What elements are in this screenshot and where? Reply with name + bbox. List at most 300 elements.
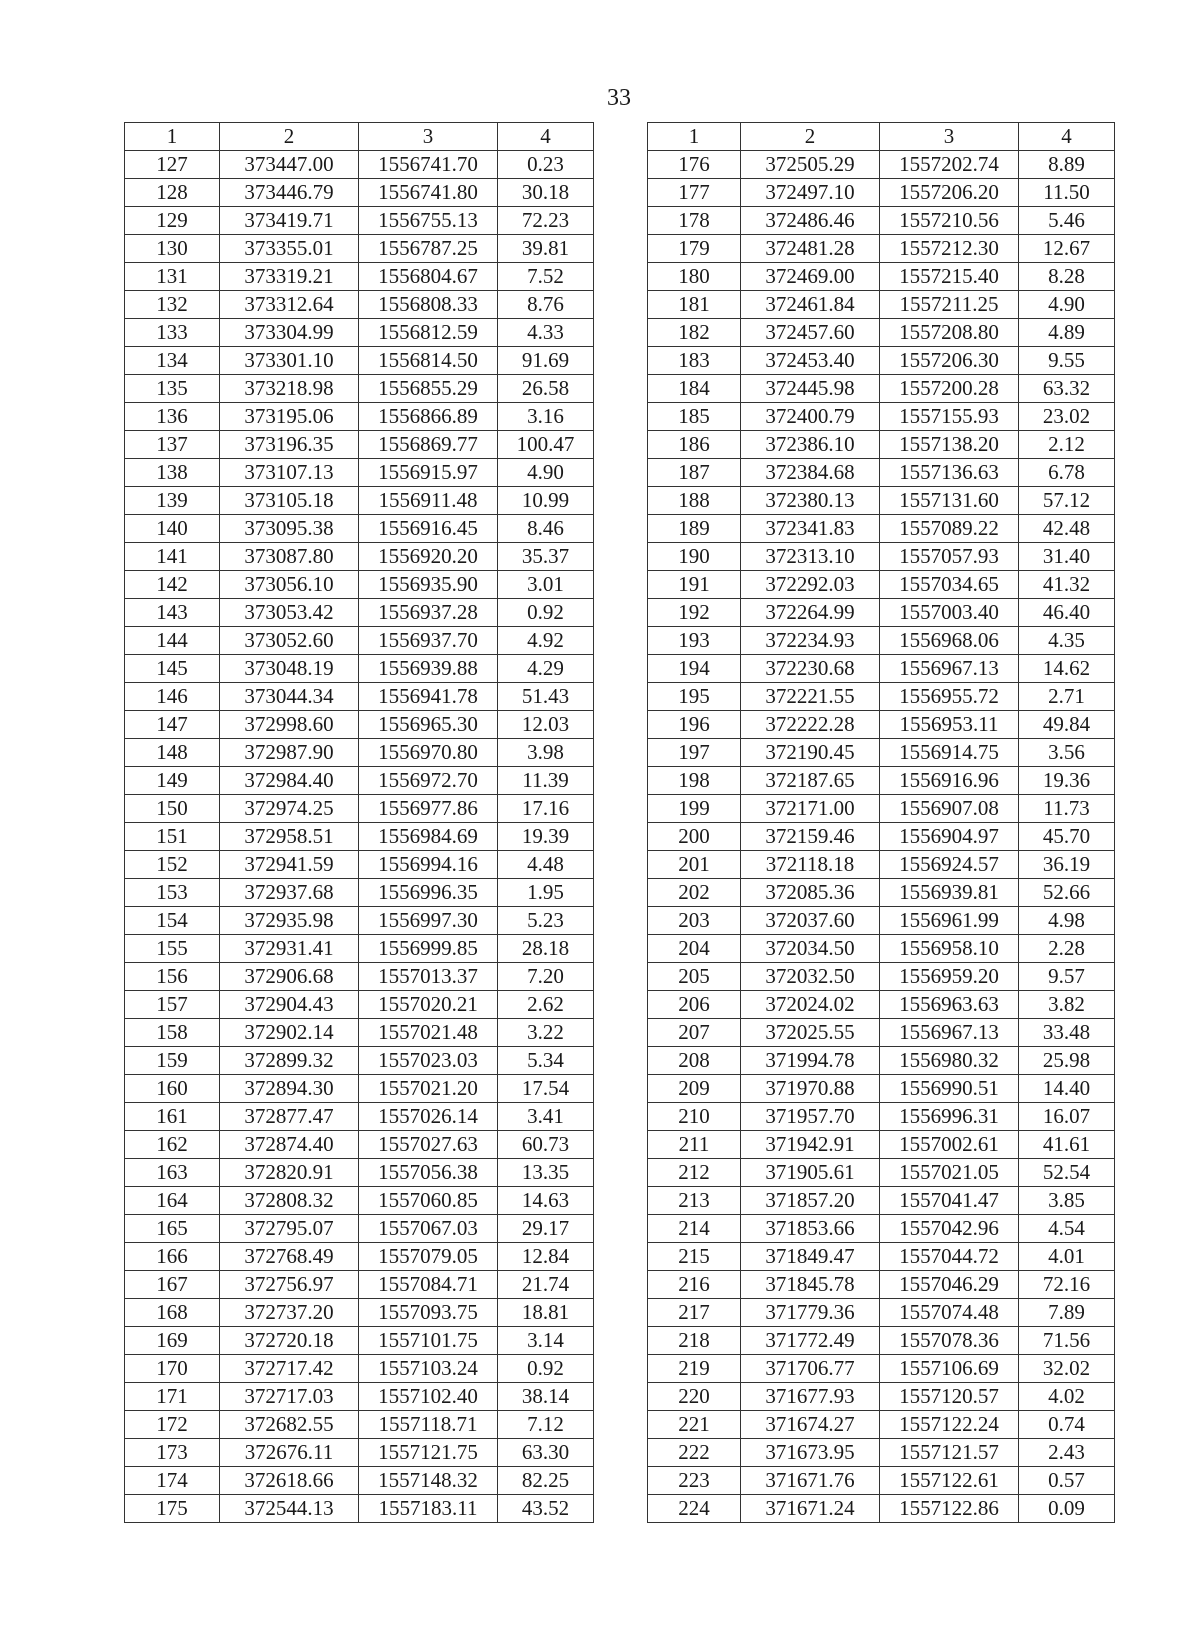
table-cell: 201 [648, 851, 741, 879]
table-row [125, 179, 594, 207]
table-row [648, 543, 1115, 571]
table-cell: 373319.21 [220, 263, 359, 291]
table-cell: 371994.78 [741, 1047, 880, 1075]
table-cell: 1557183.11 [359, 1495, 498, 1523]
table-cell: 373218.98 [220, 375, 359, 403]
table-cell: 1557021.48 [359, 1019, 498, 1047]
table-cell: 1557102.40 [359, 1383, 498, 1411]
table-cell: 373044.34 [220, 683, 359, 711]
table-cell: 211 [648, 1131, 741, 1159]
table-cell: 1557003.40 [880, 599, 1019, 627]
table-row [648, 291, 1115, 319]
table-cell: 373301.10 [220, 347, 359, 375]
table-row [125, 1355, 594, 1383]
table-cell: 372974.25 [220, 795, 359, 823]
table-row [125, 1243, 594, 1271]
table-cell: 1556967.13 [880, 655, 1019, 683]
table-cell: 372313.10 [741, 543, 880, 571]
table-cell: 372820.91 [220, 1159, 359, 1187]
table-cell: 372221.55 [741, 683, 880, 711]
table-row [648, 1047, 1115, 1075]
table-cell: 164 [125, 1187, 220, 1215]
table-cell: 1556963.63 [880, 991, 1019, 1019]
table-cell: 183 [648, 347, 741, 375]
table-cell: 5.46 [1019, 207, 1115, 235]
table-cell: 1557118.71 [359, 1411, 498, 1439]
table-cell: 1556965.30 [359, 711, 498, 739]
table-cell: 71.56 [1019, 1327, 1115, 1355]
table-cell: 1557013.37 [359, 963, 498, 991]
table-row [125, 207, 594, 235]
table-row [648, 1019, 1115, 1047]
table-cell: 2.12 [1019, 431, 1115, 459]
table-cell: 372461.84 [741, 291, 880, 319]
table-cell: 1557155.93 [880, 403, 1019, 431]
table-cell: 372457.60 [741, 319, 880, 347]
table-cell: 372222.28 [741, 711, 880, 739]
table-cell: 4.98 [1019, 907, 1115, 935]
table-cell: 154 [125, 907, 220, 935]
table-cell: 28.18 [498, 935, 594, 963]
table-cell: 372676.11 [220, 1439, 359, 1467]
table-cell: 173 [125, 1439, 220, 1467]
table-cell: 1557148.32 [359, 1467, 498, 1495]
table-row [125, 1103, 594, 1131]
table-cell: 4.48 [498, 851, 594, 879]
table-cell: 372085.36 [741, 879, 880, 907]
table-row [648, 1271, 1115, 1299]
table-cell: 372190.45 [741, 739, 880, 767]
table-cell: 373312.64 [220, 291, 359, 319]
table-row [648, 1075, 1115, 1103]
table-row [648, 627, 1115, 655]
table-cell: 2.28 [1019, 935, 1115, 963]
table-row [648, 1299, 1115, 1327]
table-cell: 372941.59 [220, 851, 359, 879]
table-cell: 1557074.48 [880, 1299, 1019, 1327]
table-cell: 17.16 [498, 795, 594, 823]
table-cell: 30.18 [498, 179, 594, 207]
table-row [648, 1159, 1115, 1187]
table-cell: 5.23 [498, 907, 594, 935]
table-cell: 161 [125, 1103, 220, 1131]
table-cell: 372998.60 [220, 711, 359, 739]
table-cell: 186 [648, 431, 741, 459]
table-cell: 7.20 [498, 963, 594, 991]
table-cell: 156 [125, 963, 220, 991]
table-cell: 160 [125, 1075, 220, 1103]
table-cell: 372469.00 [741, 263, 880, 291]
table-cell: 1557136.63 [880, 459, 1019, 487]
table-cell: 1557056.38 [359, 1159, 498, 1187]
table-cell: 13.35 [498, 1159, 594, 1187]
table-row [125, 1299, 594, 1327]
table-cell: 1557210.56 [880, 207, 1019, 235]
table-cell: 49.84 [1019, 711, 1115, 739]
table-cell: 4.35 [1019, 627, 1115, 655]
table-cell: 1556916.96 [880, 767, 1019, 795]
table-cell: 1556755.13 [359, 207, 498, 235]
table-cell: 218 [648, 1327, 741, 1355]
table-cell: 25.98 [1019, 1047, 1115, 1075]
table-cell: 371970.88 [741, 1075, 880, 1103]
table-cell: 176 [648, 151, 741, 179]
table-cell: 1557206.30 [880, 347, 1019, 375]
table-cell: 1557002.61 [880, 1131, 1019, 1159]
table-cell: 1556970.80 [359, 739, 498, 767]
table-cell: 11.39 [498, 767, 594, 795]
table-cell: 175 [125, 1495, 220, 1523]
table-cell: 39.81 [498, 235, 594, 263]
table-cell: 9.55 [1019, 347, 1115, 375]
table-cell: 72.16 [1019, 1271, 1115, 1299]
table-cell: 216 [648, 1271, 741, 1299]
table-cell: 199 [648, 795, 741, 823]
table-cell: 181 [648, 291, 741, 319]
table-cell: 1556941.78 [359, 683, 498, 711]
table-cell: 157 [125, 991, 220, 1019]
table-row [648, 1495, 1115, 1523]
table-cell: 0.09 [1019, 1495, 1115, 1523]
column-header: 3 [880, 123, 1019, 151]
table-cell: 372906.68 [220, 963, 359, 991]
table-row [125, 1187, 594, 1215]
table-cell: 11.73 [1019, 795, 1115, 823]
table-cell: 163 [125, 1159, 220, 1187]
table-cell: 184 [648, 375, 741, 403]
table-cell: 91.69 [498, 347, 594, 375]
table-cell: 1556812.59 [359, 319, 498, 347]
table-row [648, 711, 1115, 739]
table-cell: 372544.13 [220, 1495, 359, 1523]
table-cell: 12.84 [498, 1243, 594, 1271]
table-cell: 371671.24 [741, 1495, 880, 1523]
table-cell: 1556937.70 [359, 627, 498, 655]
table-cell: 1556916.45 [359, 515, 498, 543]
table-cell: 150 [125, 795, 220, 823]
table-cell: 4.54 [1019, 1215, 1115, 1243]
table-cell: 26.58 [498, 375, 594, 403]
table-cell: 35.37 [498, 543, 594, 571]
table-cell: 153 [125, 879, 220, 907]
table-cell: 373105.18 [220, 487, 359, 515]
table-row [648, 1187, 1115, 1215]
table-row [648, 1467, 1115, 1495]
table-cell: 3.85 [1019, 1187, 1115, 1215]
table-cell: 372768.49 [220, 1243, 359, 1271]
table-cell: 372384.68 [741, 459, 880, 487]
table-cell: 52.66 [1019, 879, 1115, 907]
table-row [125, 151, 594, 179]
table-cell: 206 [648, 991, 741, 1019]
table-cell: 82.25 [498, 1467, 594, 1495]
table-cell: 1557122.61 [880, 1467, 1019, 1495]
table-cell: 187 [648, 459, 741, 487]
table-cell: 373355.01 [220, 235, 359, 263]
table-cell: 1556977.86 [359, 795, 498, 823]
table-row [648, 487, 1115, 515]
table-cell: 372159.46 [741, 823, 880, 851]
table-cell: 185 [648, 403, 741, 431]
table-cell: 371772.49 [741, 1327, 880, 1355]
table-cell: 130 [125, 235, 220, 263]
table-cell: 373095.38 [220, 515, 359, 543]
table-cell: 198 [648, 767, 741, 795]
table-row [125, 1411, 594, 1439]
table-cell: 372032.50 [741, 963, 880, 991]
table-cell: 147 [125, 711, 220, 739]
page-number: 33 [607, 85, 631, 111]
table-cell: 1556911.48 [359, 487, 498, 515]
table-cell: 372481.28 [741, 235, 880, 263]
table-cell: 371677.93 [741, 1383, 880, 1411]
table-cell: 42.48 [1019, 515, 1115, 543]
table-cell: 0.92 [498, 1355, 594, 1383]
table-cell: 371674.27 [741, 1411, 880, 1439]
table-cell: 1557041.47 [880, 1187, 1019, 1215]
table-row [125, 711, 594, 739]
table-cell: 100.47 [498, 431, 594, 459]
table-cell: 1556997.30 [359, 907, 498, 935]
table-row [125, 879, 594, 907]
table-cell: 139 [125, 487, 220, 515]
table-cell: 1556907.08 [880, 795, 1019, 823]
table-row [125, 767, 594, 795]
table-row [125, 1439, 594, 1467]
table-row [648, 1103, 1115, 1131]
table-cell: 372118.18 [741, 851, 880, 879]
table-cell: 72.23 [498, 207, 594, 235]
table-row [648, 851, 1115, 879]
table-row [648, 515, 1115, 543]
table-cell: 41.32 [1019, 571, 1115, 599]
table-row [125, 543, 594, 571]
table-cell: 1557046.29 [880, 1271, 1019, 1299]
table-cell: 1557044.72 [880, 1243, 1019, 1271]
table-cell: 170 [125, 1355, 220, 1383]
table-cell: 1557138.20 [880, 431, 1019, 459]
table-cell: 1556990.51 [880, 1075, 1019, 1103]
table-cell: 63.30 [498, 1439, 594, 1467]
table-row [648, 1355, 1115, 1383]
table-cell: 14.63 [498, 1187, 594, 1215]
table-cell: 137 [125, 431, 220, 459]
table-cell: 174 [125, 1467, 220, 1495]
table-cell: 169 [125, 1327, 220, 1355]
table-cell: 189 [648, 515, 741, 543]
table-cell: 372737.20 [220, 1299, 359, 1327]
table-cell: 210 [648, 1103, 741, 1131]
table-cell: 372380.13 [741, 487, 880, 515]
table-cell: 373048.19 [220, 655, 359, 683]
table-cell: 60.73 [498, 1131, 594, 1159]
table-cell: 0.74 [1019, 1411, 1115, 1439]
table-cell: 1556959.20 [880, 963, 1019, 991]
table-cell: 1557211.25 [880, 291, 1019, 319]
table-row [125, 291, 594, 319]
table-cell: 4.90 [1019, 291, 1115, 319]
table-cell: 145 [125, 655, 220, 683]
table-row [648, 795, 1115, 823]
table-row [125, 1215, 594, 1243]
table-cell: 146 [125, 683, 220, 711]
table-cell: 1557079.05 [359, 1243, 498, 1271]
table-cell: 372894.30 [220, 1075, 359, 1103]
table-row [648, 403, 1115, 431]
table-cell: 162 [125, 1131, 220, 1159]
table-row [125, 1131, 594, 1159]
table-cell: 373087.80 [220, 543, 359, 571]
table-cell: 373053.42 [220, 599, 359, 627]
table-cell: 5.34 [498, 1047, 594, 1075]
table-cell: 372756.97 [220, 1271, 359, 1299]
table-cell: 1556808.33 [359, 291, 498, 319]
table-cell: 1557067.03 [359, 1215, 498, 1243]
table-cell: 6.78 [1019, 459, 1115, 487]
table-row [125, 347, 594, 375]
table-cell: 220 [648, 1383, 741, 1411]
table-cell: 43.52 [498, 1495, 594, 1523]
table-row [648, 683, 1115, 711]
table-cell: 52.54 [1019, 1159, 1115, 1187]
table-cell: 1557131.60 [880, 487, 1019, 515]
table-row [125, 1327, 594, 1355]
table-cell: 8.76 [498, 291, 594, 319]
table-row [125, 1019, 594, 1047]
table-cell: 1557122.86 [880, 1495, 1019, 1523]
table-cell: 372902.14 [220, 1019, 359, 1047]
table-row [648, 767, 1115, 795]
table-cell: 372024.02 [741, 991, 880, 1019]
table-cell: 221 [648, 1411, 741, 1439]
table-row [125, 263, 594, 291]
table-cell: 129 [125, 207, 220, 235]
table-cell: 2.62 [498, 991, 594, 1019]
table-cell: 16.07 [1019, 1103, 1115, 1131]
table-cell: 1557208.80 [880, 319, 1019, 347]
table-row [125, 431, 594, 459]
table-cell: 179 [648, 235, 741, 263]
table-cell: 0.92 [498, 599, 594, 627]
table-row [125, 683, 594, 711]
table-cell: 1557200.28 [880, 375, 1019, 403]
table-row [648, 1131, 1115, 1159]
table-cell: 45.70 [1019, 823, 1115, 851]
table-cell: 372341.83 [741, 515, 880, 543]
table-cell: 17.54 [498, 1075, 594, 1103]
table-cell: 371905.61 [741, 1159, 880, 1187]
table-row [125, 515, 594, 543]
table-header-row [648, 123, 1115, 151]
table-cell: 1556741.70 [359, 151, 498, 179]
table-cell: 1556980.32 [880, 1047, 1019, 1075]
table-cell: 190 [648, 543, 741, 571]
table-cell: 197 [648, 739, 741, 767]
table-cell: 219 [648, 1355, 741, 1383]
table-cell: 2.43 [1019, 1439, 1115, 1467]
table-cell: 372025.55 [741, 1019, 880, 1047]
table-cell: 12.03 [498, 711, 594, 739]
table-cell: 1556804.67 [359, 263, 498, 291]
table-cell: 372874.40 [220, 1131, 359, 1159]
table-row [125, 935, 594, 963]
table-cell: 19.36 [1019, 767, 1115, 795]
table-cell: 7.52 [498, 263, 594, 291]
table-row [648, 655, 1115, 683]
table-cell: 1557023.03 [359, 1047, 498, 1075]
table-cell: 1557202.74 [880, 151, 1019, 179]
table-cell: 217 [648, 1299, 741, 1327]
table-cell: 372497.10 [741, 179, 880, 207]
table-cell: 38.14 [498, 1383, 594, 1411]
table-cell: 46.40 [1019, 599, 1115, 627]
table-cell: 372453.40 [741, 347, 880, 375]
table-cell: 371673.95 [741, 1439, 880, 1467]
table-cell: 373195.06 [220, 403, 359, 431]
table-cell: 194 [648, 655, 741, 683]
table-cell: 1556999.85 [359, 935, 498, 963]
table-cell: 1557121.75 [359, 1439, 498, 1467]
table-cell: 196 [648, 711, 741, 739]
table-cell: 41.61 [1019, 1131, 1115, 1159]
table-row [648, 1411, 1115, 1439]
table-cell: 155 [125, 935, 220, 963]
table-cell: 372618.66 [220, 1467, 359, 1495]
table-cell: 200 [648, 823, 741, 851]
table-cell: 14.62 [1019, 655, 1115, 683]
table-cell: 21.74 [498, 1271, 594, 1299]
table-cell: 136 [125, 403, 220, 431]
table-cell: 1556787.25 [359, 235, 498, 263]
table-cell: 1557026.14 [359, 1103, 498, 1131]
table-cell: 9.57 [1019, 963, 1115, 991]
table-row [648, 823, 1115, 851]
table-cell: 372795.07 [220, 1215, 359, 1243]
table-row [648, 1327, 1115, 1355]
table-cell: 1556904.97 [880, 823, 1019, 851]
table-cell: 1556967.13 [880, 1019, 1019, 1047]
table-cell: 223 [648, 1467, 741, 1495]
table-cell: 144 [125, 627, 220, 655]
table-cell: 205 [648, 963, 741, 991]
table-cell: 188 [648, 487, 741, 515]
table-cell: 373446.79 [220, 179, 359, 207]
table-cell: 12.67 [1019, 235, 1115, 263]
column-header: 2 [741, 123, 880, 151]
table-cell: 167 [125, 1271, 220, 1299]
table-cell: 372682.55 [220, 1411, 359, 1439]
coordinates-table-left [124, 122, 594, 1523]
table-cell: 57.12 [1019, 487, 1115, 515]
table-cell: 148 [125, 739, 220, 767]
table-cell: 1557042.96 [880, 1215, 1019, 1243]
table-cell: 4.89 [1019, 319, 1115, 347]
table-row [125, 459, 594, 487]
table-cell: 1556937.28 [359, 599, 498, 627]
table-row [125, 1075, 594, 1103]
table-cell: 372717.42 [220, 1355, 359, 1383]
table-cell: 4.01 [1019, 1243, 1115, 1271]
table-cell: 1556996.31 [880, 1103, 1019, 1131]
table-cell: 134 [125, 347, 220, 375]
table-cell: 214 [648, 1215, 741, 1243]
table-cell: 371957.70 [741, 1103, 880, 1131]
table-row [125, 1159, 594, 1187]
table-cell: 172 [125, 1411, 220, 1439]
table-cell: 372935.98 [220, 907, 359, 935]
table-cell: 207 [648, 1019, 741, 1047]
table-row [125, 795, 594, 823]
